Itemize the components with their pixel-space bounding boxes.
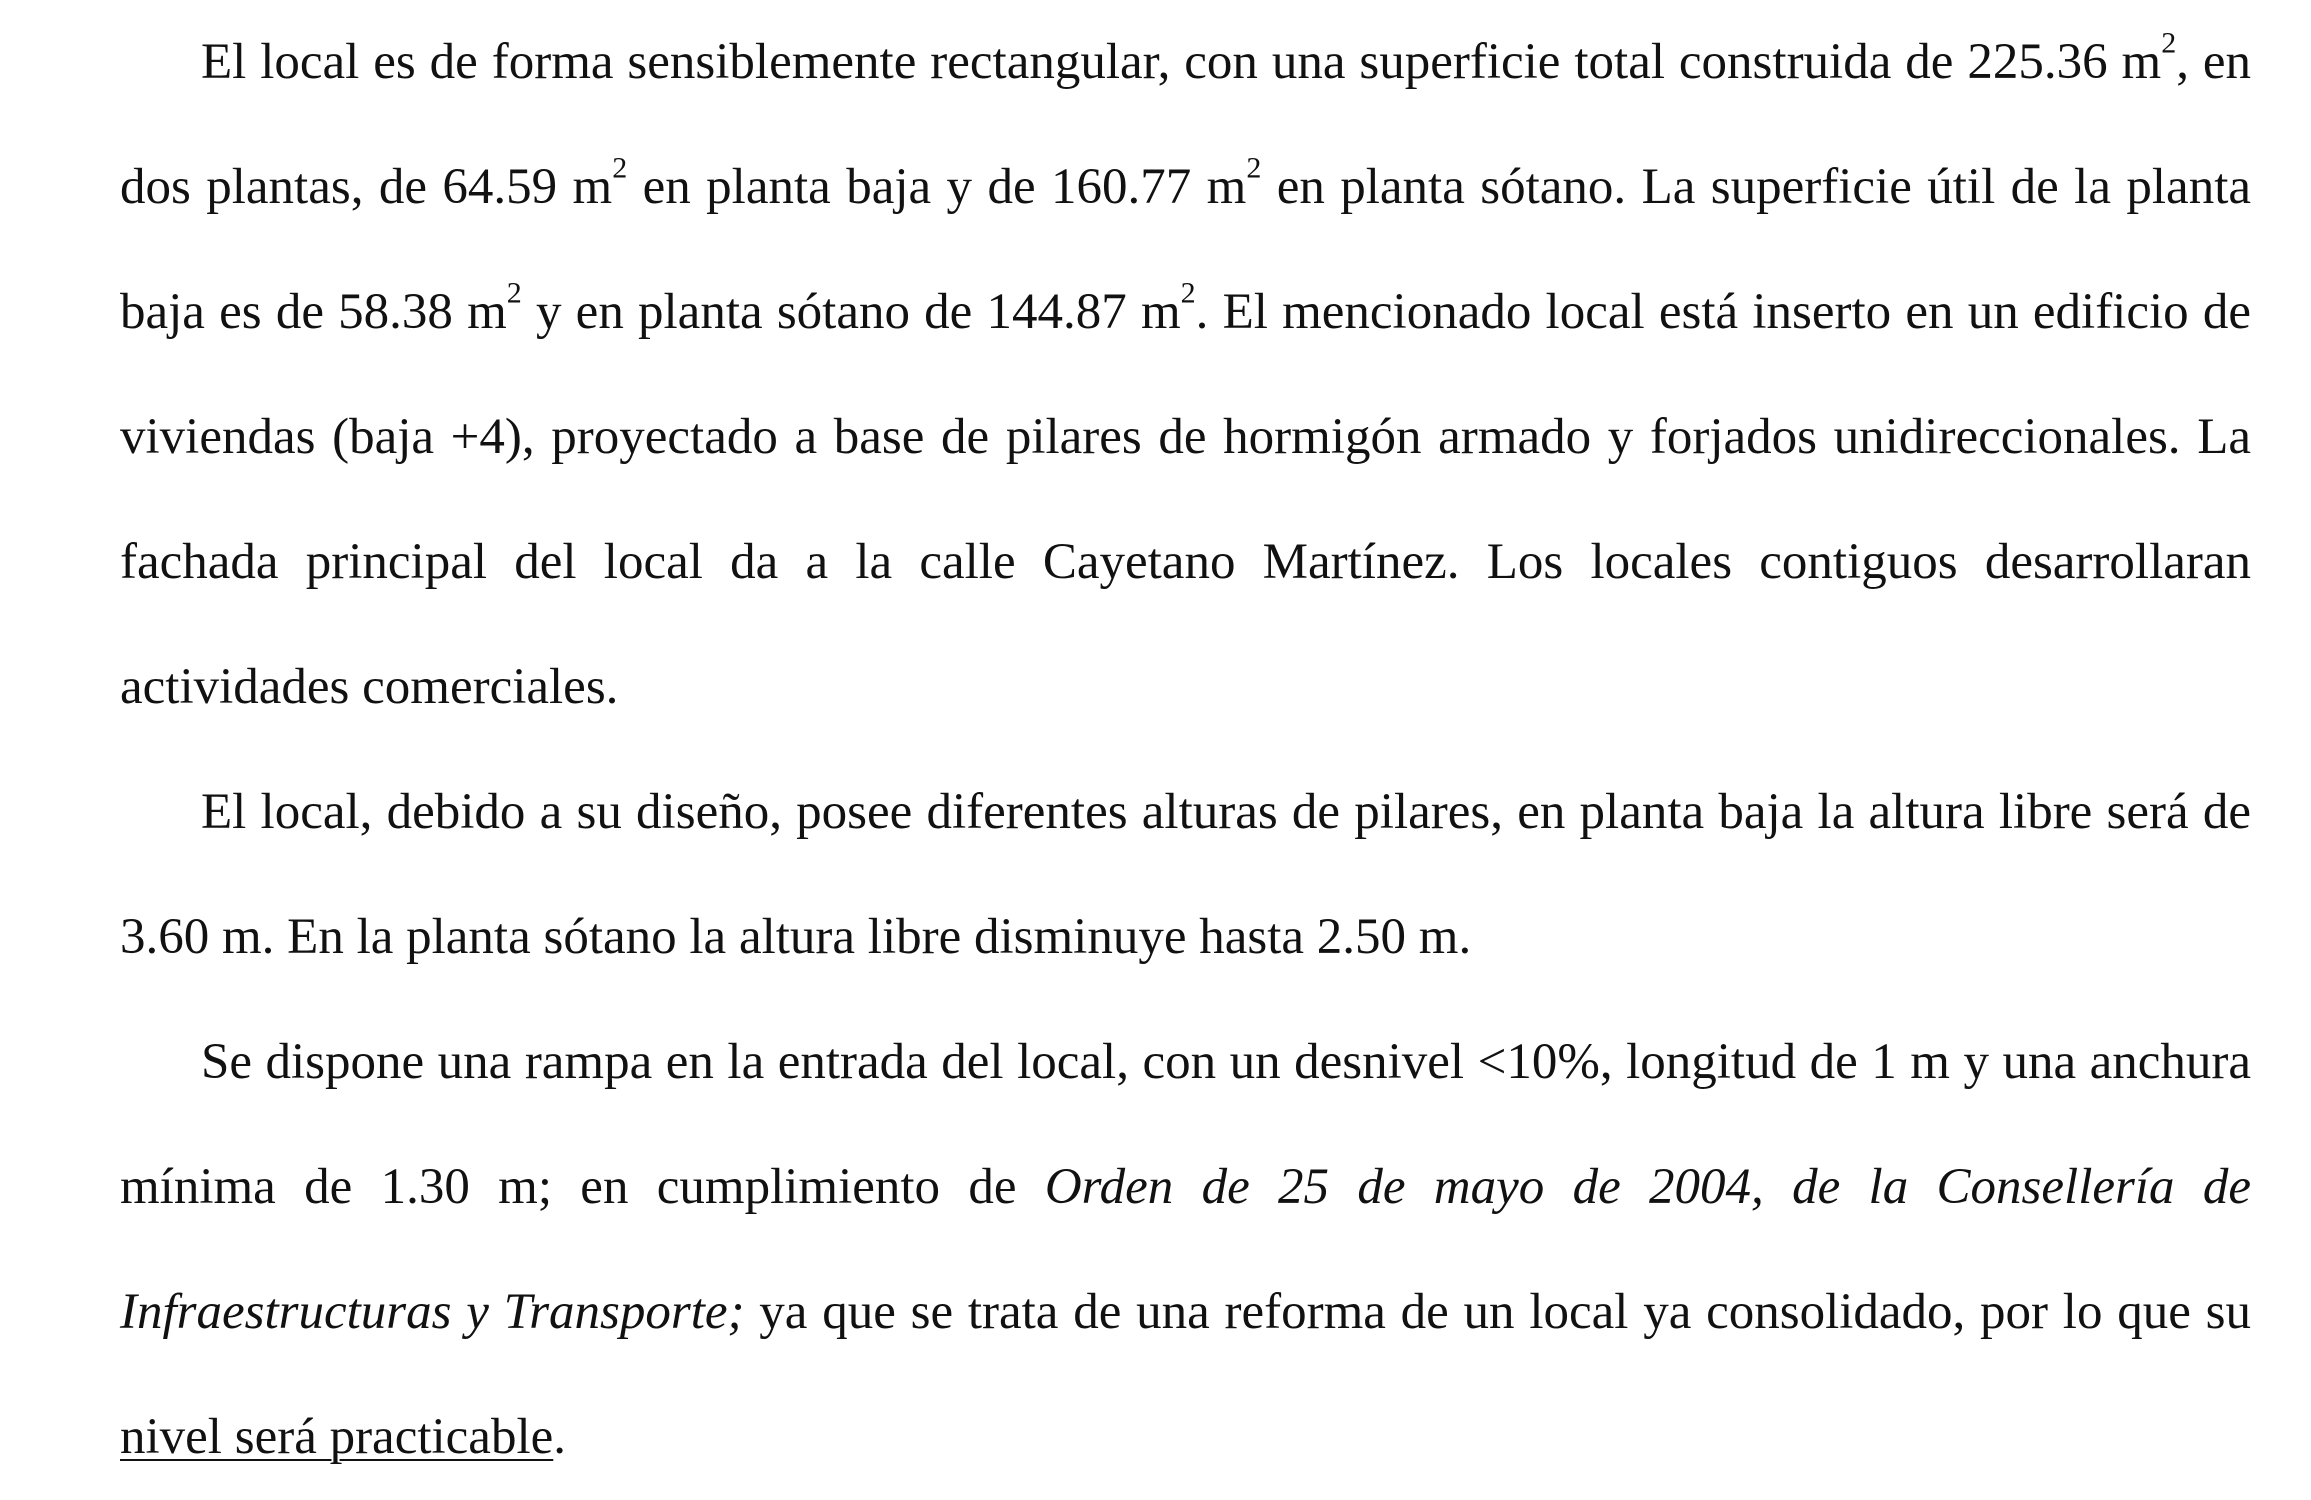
text-segment: Se dispone una rampa en la entrada del local, con un desnivel <10%, longitud de 1 m y una anchura mínima de 1.30 m; en cumplimiento de — [120, 1034, 2251, 1215]
text-segment: en planta sótano. La superficie útil de la planta baja es de 58.38 m — [120, 159, 2252, 340]
paragraph-heights — [120, 750, 2251, 1000]
paragraph-building-description — [120, 0, 2251, 750]
superscript: 2 — [506, 276, 522, 310]
superscript: 2 — [1180, 276, 1196, 310]
text-segment: ya que se trata de una reforma de un local ya consolidado, por lo que su — [744, 1284, 2251, 1340]
text-segment: , en dos plantas, de 64.59 m — [120, 34, 2251, 215]
legal-citation: Orden de 25 de mayo de 2004, de la Consellería de Infraestructuras y Transporte; — [120, 1159, 2251, 1340]
superscript: 2 — [612, 151, 628, 185]
text-segment: . El mencionado local está inserto en un edificio de viviendas (baja +4), proyectado a base de pilares de hormigón armado y forjados unidireccionales. La fachada principal del local da a la calle Cayetano Martínez. Los locales contiguos desarrollaran actividades comerciales. — [120, 284, 2251, 715]
superscript: 2 — [2161, 26, 2177, 60]
underlined-phrase: nivel será practicable — [120, 1409, 554, 1465]
text-segment: . — [553, 1409, 567, 1465]
paragraph-ramp — [120, 1000, 2251, 1500]
text-segment: El local es de forma sensiblemente rectangular, con una superficie total construida de 225.36 m — [201, 34, 2162, 90]
text-segment: El local, debido a su diseño, posee diferentes alturas de pilares, en planta baja la altura libre será de 3.60 m. En la planta sótano la altura libre disminuye hasta 2.50 m. — [120, 784, 2251, 965]
text-segment: en planta baja y de 160.77 m — [627, 159, 1247, 215]
text-segment: y en planta sótano de 144.87 m — [521, 284, 1181, 340]
superscript: 2 — [1246, 151, 1262, 185]
